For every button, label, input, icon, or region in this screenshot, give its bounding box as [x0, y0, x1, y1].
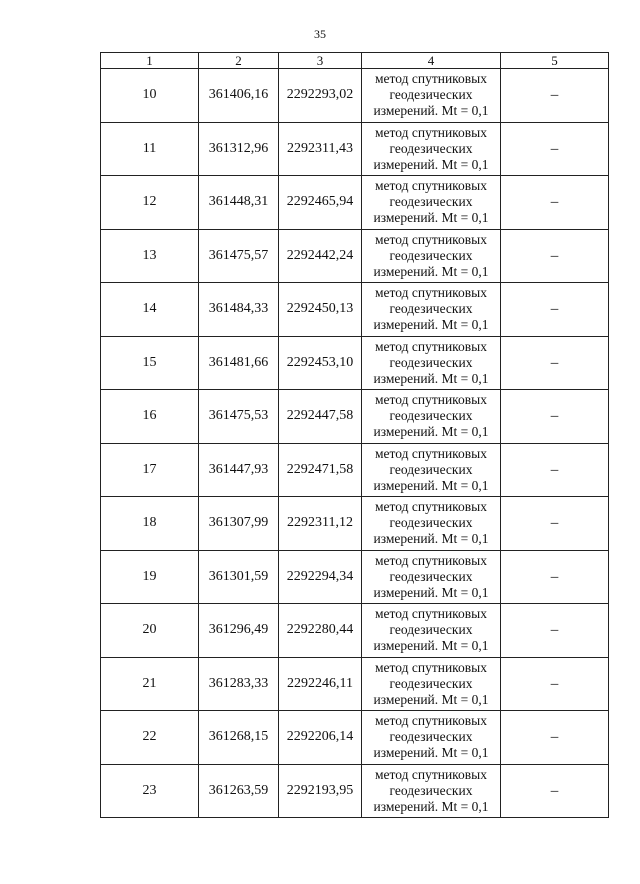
column-5-cell: – — [501, 443, 609, 497]
method-line-2: геодезических — [389, 515, 473, 531]
method-line-3: измерений. Mt = 0,1 — [373, 210, 489, 226]
method-line-1: метод спутниковых — [375, 499, 487, 515]
point-number-cell: 14 — [101, 283, 199, 337]
y-coordinate-cell: 2292294,34 — [279, 550, 362, 604]
method-cell — [362, 443, 501, 497]
y-coordinate-cell: 2292465,94 — [279, 176, 362, 230]
method-line-2: геодезических — [389, 675, 473, 691]
column-5-cell: – — [501, 550, 609, 604]
table-row — [101, 443, 609, 497]
table-row — [101, 497, 609, 551]
y-coordinate-cell: 2292442,24 — [279, 229, 362, 283]
method-line-3: измерений. Mt = 0,1 — [373, 370, 489, 386]
point-number-cell: 19 — [101, 550, 199, 604]
table-row — [101, 764, 609, 818]
method-line-1: метод спутниковых — [375, 338, 487, 354]
method-line-2: геодезических — [389, 408, 473, 424]
method-line-2: геодезических — [389, 568, 473, 584]
column-header-1: 1 — [101, 53, 199, 69]
column-header-5: 5 — [501, 53, 609, 69]
method-cell — [362, 711, 501, 765]
column-5-cell: – — [501, 336, 609, 390]
y-coordinate-cell: 2292450,13 — [279, 283, 362, 337]
y-coordinate-cell: 2292311,12 — [279, 497, 362, 551]
column-5-cell: – — [501, 764, 609, 818]
point-number-cell: 20 — [101, 604, 199, 658]
point-number-cell: 16 — [101, 390, 199, 444]
point-number-cell: 11 — [101, 122, 199, 176]
method-line-1: метод спутниковых — [375, 178, 487, 194]
column-5-cell: – — [501, 497, 609, 551]
column-header-3: 3 — [279, 53, 362, 69]
point-number-cell: 10 — [101, 69, 199, 123]
method-line-3: измерений. Mt = 0,1 — [373, 584, 489, 600]
point-number-cell: 18 — [101, 497, 199, 551]
column-5-cell: – — [501, 711, 609, 765]
y-coordinate-cell: 2292471,58 — [279, 443, 362, 497]
method-line-2: геодезических — [389, 301, 473, 317]
method-line-3: измерений. Mt = 0,1 — [373, 424, 489, 440]
method-line-3: измерений. Mt = 0,1 — [373, 317, 489, 333]
method-cell — [362, 229, 501, 283]
method-line-3: измерений. Mt = 0,1 — [373, 691, 489, 707]
x-coordinate-cell: 361263,59 — [199, 764, 279, 818]
method-line-2: геодезических — [389, 729, 473, 745]
method-cell — [362, 336, 501, 390]
method-line-2: геодезических — [389, 194, 473, 210]
method-cell — [362, 550, 501, 604]
y-coordinate-cell: 2292293,02 — [279, 69, 362, 123]
method-cell — [362, 283, 501, 337]
x-coordinate-cell: 361475,53 — [199, 390, 279, 444]
method-line-1: метод спутниковых — [375, 606, 487, 622]
method-line-1: метод спутниковых — [375, 285, 487, 301]
method-line-3: измерений. Mt = 0,1 — [373, 638, 489, 654]
method-cell — [362, 122, 501, 176]
x-coordinate-cell: 361406,16 — [199, 69, 279, 123]
method-line-3: измерений. Mt = 0,1 — [373, 531, 489, 547]
x-coordinate-cell: 361301,59 — [199, 550, 279, 604]
method-line-3: измерений. Mt = 0,1 — [373, 263, 489, 279]
x-coordinate-cell: 361484,33 — [199, 283, 279, 337]
x-coordinate-cell: 361296,49 — [199, 604, 279, 658]
method-line-3: измерений. Mt = 0,1 — [373, 745, 489, 761]
table-header-row — [101, 53, 609, 69]
page-number: 35 — [314, 27, 326, 41]
method-line-3: измерений. Mt = 0,1 — [373, 477, 489, 493]
method-line-1: метод спутниковых — [375, 552, 487, 568]
method-line-2: геодезических — [389, 622, 473, 638]
method-line-1: метод спутниковых — [375, 124, 487, 140]
table-row — [101, 69, 609, 123]
method-line-2: геодезических — [389, 461, 473, 477]
coordinates-table-body — [101, 53, 609, 818]
method-line-3: измерений. Mt = 0,1 — [373, 798, 489, 814]
table-row — [101, 229, 609, 283]
method-line-1: метод спутниковых — [375, 766, 487, 782]
x-coordinate-cell: 361481,66 — [199, 336, 279, 390]
y-coordinate-cell: 2292453,10 — [279, 336, 362, 390]
column-5-cell: – — [501, 604, 609, 658]
x-coordinate-cell: 361307,99 — [199, 497, 279, 551]
method-cell — [362, 69, 501, 123]
column-5-cell: – — [501, 229, 609, 283]
table-row — [101, 657, 609, 711]
method-line-1: метод спутниковых — [375, 71, 487, 87]
method-line-1: метод спутниковых — [375, 445, 487, 461]
column-5-cell: – — [501, 176, 609, 230]
coordinates-table — [100, 52, 609, 818]
method-cell — [362, 764, 501, 818]
method-line-3: измерений. Mt = 0,1 — [373, 103, 489, 119]
y-coordinate-cell: 2292206,14 — [279, 711, 362, 765]
y-coordinate-cell: 2292311,43 — [279, 122, 362, 176]
table-row — [101, 390, 609, 444]
method-cell — [362, 604, 501, 658]
method-cell — [362, 390, 501, 444]
method-line-1: метод спутниковых — [375, 231, 487, 247]
method-line-2: геодезических — [389, 140, 473, 156]
method-line-1: метод спутниковых — [375, 713, 487, 729]
x-coordinate-cell: 361475,57 — [199, 229, 279, 283]
table-row — [101, 604, 609, 658]
method-line-1: метод спутниковых — [375, 659, 487, 675]
column-5-cell: – — [501, 390, 609, 444]
point-number-cell: 23 — [101, 764, 199, 818]
table-row — [101, 550, 609, 604]
table-row — [101, 283, 609, 337]
table-row — [101, 336, 609, 390]
method-cell — [362, 176, 501, 230]
table-row — [101, 176, 609, 230]
method-line-2: геодезических — [389, 247, 473, 263]
x-coordinate-cell: 361312,96 — [199, 122, 279, 176]
table-row — [101, 122, 609, 176]
table-row — [101, 711, 609, 765]
method-line-3: измерений. Mt = 0,1 — [373, 156, 489, 172]
method-line-2: геодезических — [389, 87, 473, 103]
method-line-2: геодезических — [389, 782, 473, 798]
point-number-cell: 22 — [101, 711, 199, 765]
x-coordinate-cell: 361283,33 — [199, 657, 279, 711]
column-header-4: 4 — [362, 53, 501, 69]
method-line-1: метод спутниковых — [375, 392, 487, 408]
method-cell — [362, 497, 501, 551]
y-coordinate-cell: 2292246,11 — [279, 657, 362, 711]
method-line-2: геодезических — [389, 354, 473, 370]
point-number-cell: 21 — [101, 657, 199, 711]
y-coordinate-cell: 2292280,44 — [279, 604, 362, 658]
y-coordinate-cell: 2292193,95 — [279, 764, 362, 818]
point-number-cell: 13 — [101, 229, 199, 283]
y-coordinate-cell: 2292447,58 — [279, 390, 362, 444]
column-5-cell: – — [501, 122, 609, 176]
point-number-cell: 17 — [101, 443, 199, 497]
x-coordinate-cell: 361447,93 — [199, 443, 279, 497]
point-number-cell: 12 — [101, 176, 199, 230]
column-5-cell: – — [501, 657, 609, 711]
x-coordinate-cell: 361448,31 — [199, 176, 279, 230]
column-5-cell: – — [501, 69, 609, 123]
x-coordinate-cell: 361268,15 — [199, 711, 279, 765]
column-5-cell: – — [501, 283, 609, 337]
column-header-2: 2 — [199, 53, 279, 69]
point-number-cell: 15 — [101, 336, 199, 390]
method-cell — [362, 657, 501, 711]
